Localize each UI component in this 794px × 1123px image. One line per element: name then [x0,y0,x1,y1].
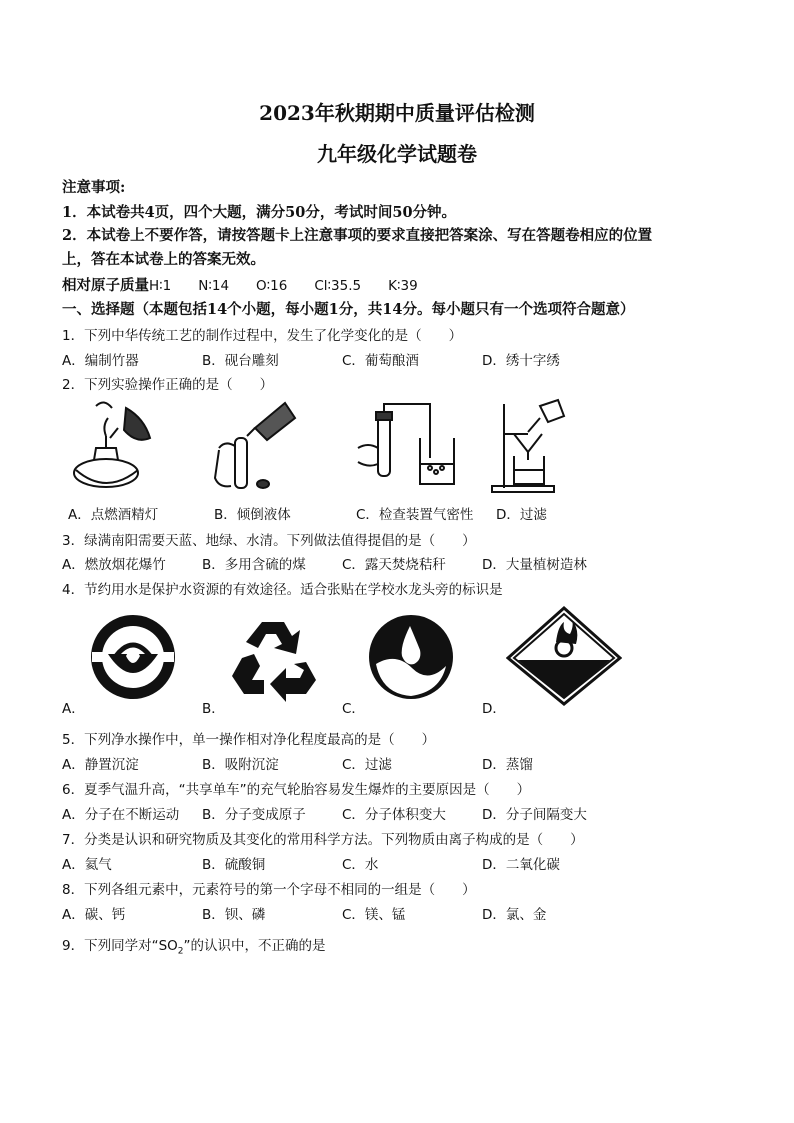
question-6-stem: 6．夏季气温升高，“共享单车”的充气轮胎容易发生爆炸的主要原因是（ ） [62,782,531,798]
section-1-heading: 一、选择题（本题包括14个小题，每小题1分，共14分。每小题只有一个选项符合题意） [62,301,635,318]
option-a: A．分子在不断运动 [62,807,180,823]
question-4-stem: 4．节约用水是保护水资源的有效途径。适合张贴在学校水龙头旁的标识是 [62,582,503,598]
water-drop-sign-icon [366,612,456,702]
airtightness-check-figure [348,398,468,498]
question-3-stem: 3．绿满南阳需要天蓝、地绿、水清。下列做法值得提倡的是（ ） [62,533,476,549]
question-2-stem: 2．下列实验操作正确的是（ ） [62,377,274,393]
option-c: C．镁、锰 [342,907,406,923]
option-b: B．多用含硫的煤 [202,557,306,573]
oxidizer-hazard-sign-icon [506,606,622,706]
option-c: C．过滤 [342,757,392,773]
option-d: D．蒸馏 [482,757,533,773]
question-5-stem: 5．下列净水操作中，单一操作相对净化程度最高的是（ ） [62,732,436,748]
filtration-figure [488,398,568,498]
q2-caption-d: D．过滤 [496,507,547,523]
option-d: D．大量植树造林 [482,557,587,573]
option-a: A．编制竹器 [62,353,139,369]
option-c: C．葡萄酿酒 [342,353,419,369]
option-c: C． [342,701,365,717]
atomic-mass-values: H∶1 N∶14 O∶16 Cl∶35.5 K∶39 [149,278,418,294]
q2-caption-b: B．倾倒液体 [214,507,291,523]
option-a: A．燃放烟花爆竹 [62,557,166,573]
option-c: C．分子体积变大 [342,807,446,823]
recycle-sign-icon [226,612,322,702]
note-item-1: 1．本试卷共4页，四个大题，满分50分，考试时间50分钟。 [62,204,457,221]
question-9-stem-pre: 9．下列同学对“SO [62,938,178,954]
option-d: D．二氧化碳 [482,857,560,873]
pour-liquid-figure [205,398,301,498]
atomic-mass-line [62,274,418,295]
option-d: D． [482,701,506,717]
notes-heading: 注意事项: [62,179,126,196]
option-b: B． [202,701,225,717]
option-c: C．水 [342,857,379,873]
option-a: A． [62,701,85,717]
question-7-stem: 7．分类是认识和研究物质及其变化的常用科学方法。下列物质由离子构成的是（ ） [62,832,584,848]
option-a: A．碳、钙 [62,907,126,923]
q2-caption-c: C．检查装置气密性 [356,507,474,523]
option-a: A．氦气 [62,857,112,873]
page-subtitle: 九年级化学试题卷 [317,142,477,166]
note-item-2: 2．本试卷上不要作答，请按答题卡上注意事项的要求直接把答案涂、写在答题卷相应的位置 [62,227,653,244]
option-a: A．静置沉淀 [62,757,139,773]
option-d: D．分子间隔变大 [482,807,587,823]
option-b: B．硫酸铜 [202,857,266,873]
option-b: B．钡、磷 [202,907,266,923]
option-d: D．氯、金 [482,907,547,923]
option-b: B．分子变成原子 [202,807,306,823]
question-9-stem [62,934,326,957]
page-title: 2023年秋期期中质量评估检测 [259,101,535,125]
atomic-mass-label: 相对原子质量 [62,277,149,294]
option-b: B．砚台雕刻 [202,353,279,369]
q2-caption-a: A．点燃酒精灯 [68,507,159,523]
question-8-stem: 8．下列各组元素中，元素符号的第一个字母不相同的一组是（ ） [62,882,476,898]
question-9-stem-post: ”的认识中，不正确的是 [183,938,326,954]
question-1-stem: 1．下列中华传统工艺的制作过程中，发生了化学变化的是（ ） [62,328,463,344]
option-d: D．绣十字绣 [482,353,560,369]
note-item-2-cont: 上，答在本试卷上的答案无效。 [62,251,265,268]
water-saving-sign-icon [88,612,178,702]
alcohol-lamp-figure [66,398,162,498]
option-c: C．露天焚烧秸秆 [342,557,446,573]
option-b: B．吸附沉淀 [202,757,279,773]
question-9-subscript: 2 [177,946,184,957]
